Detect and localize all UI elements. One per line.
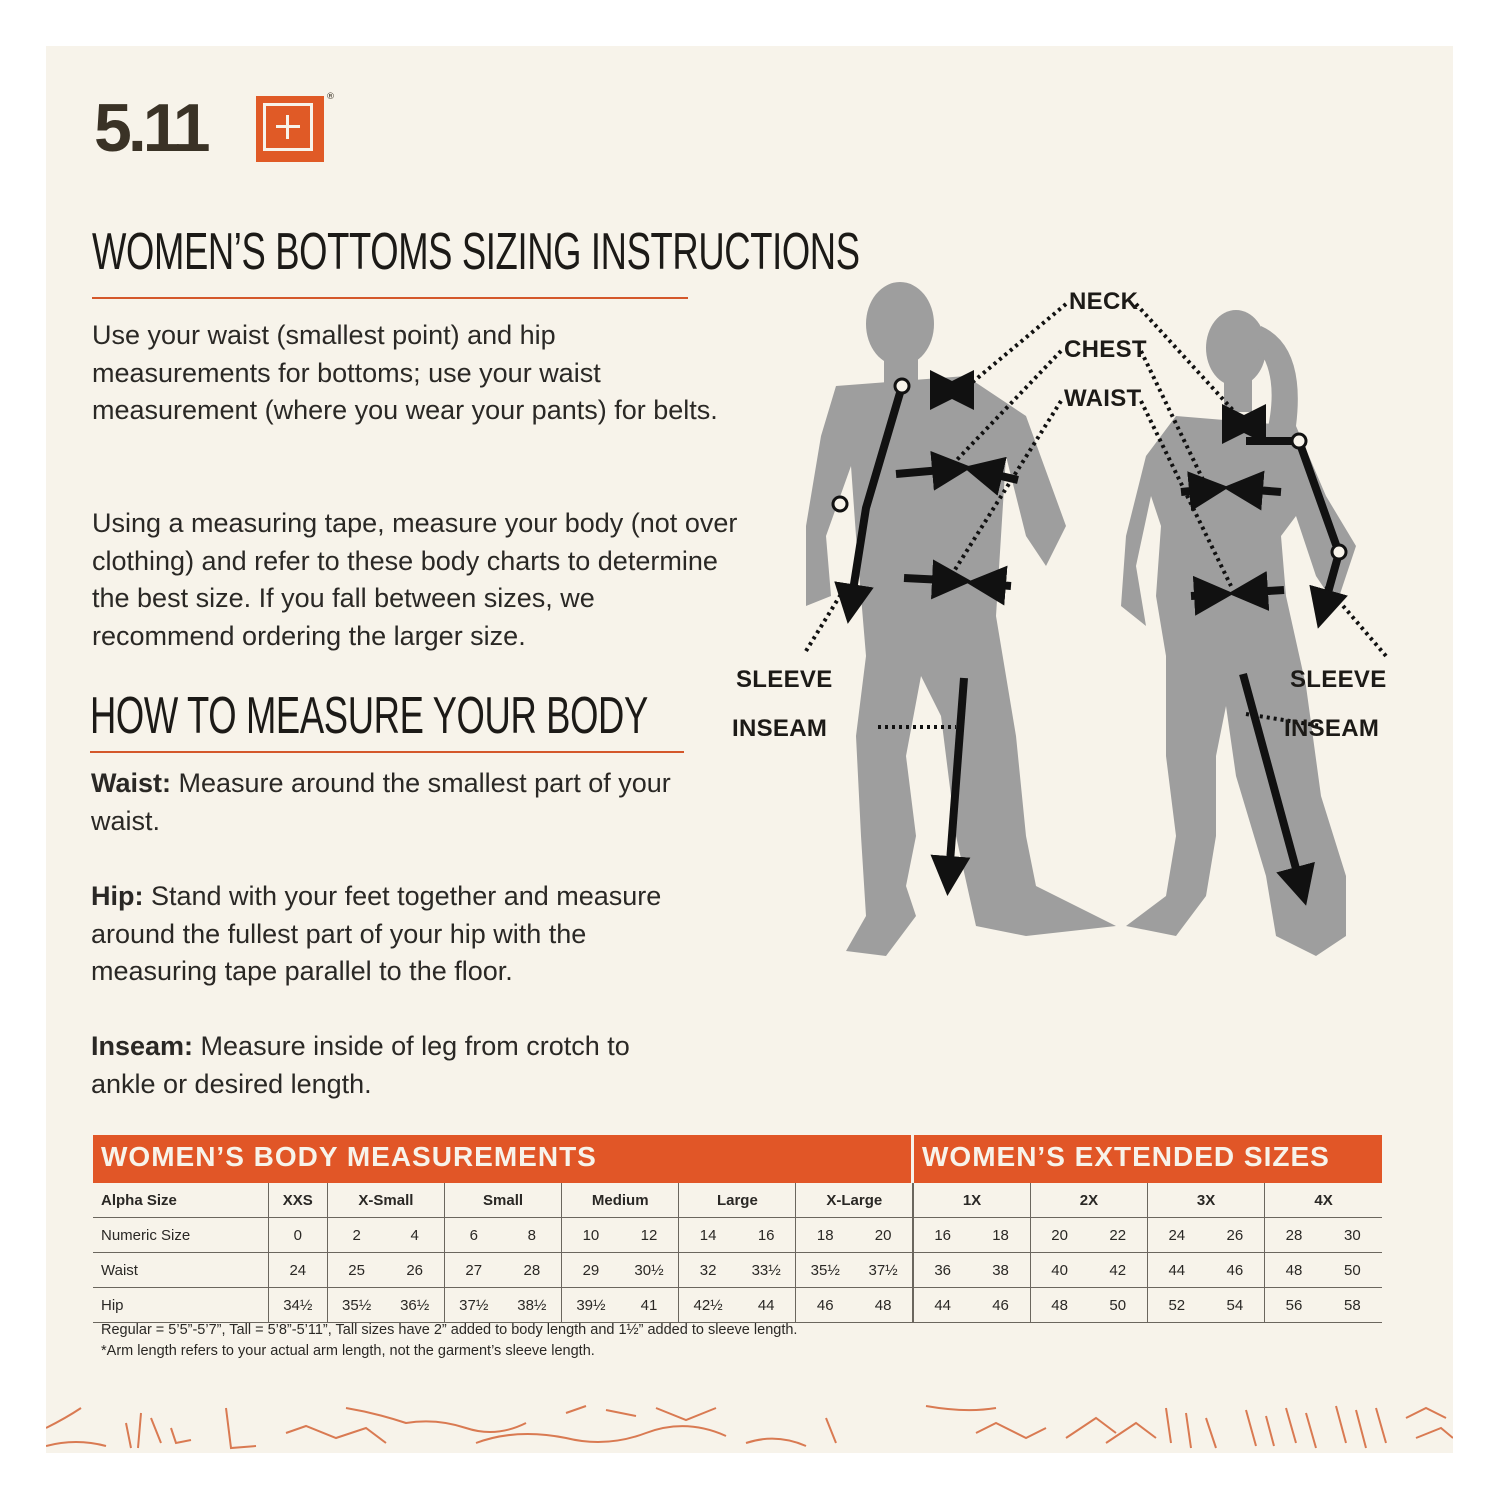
waist-instruction — [91, 765, 671, 840]
alpha-size-cell: X-Small — [327, 1183, 444, 1218]
row-label: Alpha Size — [93, 1183, 268, 1218]
table-cell: 46 — [1206, 1253, 1265, 1288]
table-cell: 35½ — [796, 1253, 854, 1288]
table-cell: 4 — [385, 1218, 444, 1253]
table-cell: 8 — [503, 1218, 562, 1253]
sleeve-label-left: SLEEVE — [736, 666, 833, 693]
extended-sizes-header — [914, 1135, 1382, 1183]
table-cell: 28 — [503, 1253, 562, 1288]
table-cell: 25 — [327, 1253, 385, 1288]
row-label: Hip — [93, 1288, 268, 1323]
sizing-title-rule — [92, 297, 688, 299]
inseam-label-right: INSEAM — [1284, 715, 1380, 742]
table-cell: 32 — [679, 1253, 737, 1288]
table-cell: 38 — [971, 1253, 1030, 1288]
measure-title-rule — [90, 751, 684, 753]
sizing-paragraph-2: Using a measuring tape, measure your body (not over clothing) and refer to these body charts to determine the best size. If you fall between sizes, we recommend ordering the larger size. — [92, 508, 738, 651]
extended-size-cell: 2X — [1030, 1183, 1147, 1218]
table-cell: 34½ — [268, 1288, 327, 1323]
footnote-arm-length: *Arm length refers to your actual arm length, not the garment’s sleeve length. — [101, 1343, 595, 1359]
table-cell: 35½ — [327, 1288, 385, 1323]
table-cell: 37½ — [444, 1288, 502, 1323]
extended-size-cell: 4X — [1265, 1183, 1382, 1218]
table-cell: 44 — [737, 1288, 796, 1323]
chest-label: CHEST — [1064, 336, 1147, 363]
inseam-instruction — [91, 1028, 691, 1103]
alpha-size-cell: XXS — [268, 1183, 327, 1218]
extended-size-cell: 1X — [913, 1183, 1030, 1218]
table-cell: 46 — [796, 1288, 854, 1323]
table-cell: 20 — [1030, 1218, 1088, 1253]
table-cell: 2 — [327, 1218, 385, 1253]
inseam-text: Measure inside of leg from crotch to ankle or desired length. — [91, 1031, 630, 1099]
neck-label: NECK — [1069, 288, 1139, 315]
logo-mark — [256, 96, 324, 162]
waist-label: Waist: — [91, 768, 171, 798]
row-label: Waist — [93, 1253, 268, 1288]
alpha-size-row — [93, 1183, 1382, 1218]
table-cell: 30½ — [620, 1253, 679, 1288]
table-cell: 16 — [737, 1218, 796, 1253]
body-measurement-figure — [706, 236, 1426, 956]
table-cell: 58 — [1323, 1288, 1382, 1323]
logo-text: 5.11 — [94, 90, 207, 166]
table-cell: 10 — [562, 1218, 620, 1253]
alpha-size-cell: Medium — [562, 1183, 679, 1218]
table-row — [93, 1288, 1382, 1323]
table-cell: 42 — [1088, 1253, 1147, 1288]
table-cell: 50 — [1088, 1288, 1147, 1323]
table-cell: 12 — [620, 1218, 679, 1253]
body-measurements-title: WOMEN’S BODY MEASUREMENTS — [101, 1141, 597, 1172]
waist-label-figure: WAIST — [1064, 385, 1142, 412]
inseam-label: Inseam: — [91, 1031, 194, 1061]
size-chart-table — [93, 1183, 1382, 1323]
hip-text: Stand with your feet together and measure around the fullest part of your hip with the measuring tape parallel to the floor. — [91, 881, 662, 986]
waist-text: Measure around the smallest part of your waist. — [91, 768, 671, 836]
table-cell: 22 — [1088, 1218, 1147, 1253]
table-cell: 29 — [562, 1253, 620, 1288]
female-silhouette — [1121, 310, 1356, 956]
table-cell: 36½ — [385, 1288, 444, 1323]
table-cell: 39½ — [562, 1288, 620, 1323]
table-cell: 16 — [913, 1218, 971, 1253]
hip-instruction — [91, 878, 701, 991]
table-cell: 46 — [971, 1288, 1030, 1323]
table-cell: 6 — [444, 1218, 502, 1253]
sizing-title: WOMEN’S BOTTOMS SIZING INSTRUCTIONS — [92, 223, 860, 281]
alpha-size-cell: X-Large — [796, 1183, 913, 1218]
hip-label: Hip: — [91, 881, 144, 911]
table-cell: 44 — [1148, 1253, 1206, 1288]
table-cell: 38½ — [503, 1288, 562, 1323]
sleeve-label-right: SLEEVE — [1290, 666, 1387, 693]
measure-title: HOW TO MEASURE YOUR BODY — [90, 687, 648, 745]
inseam-label-left: INSEAM — [732, 715, 828, 742]
brand-logo — [94, 90, 344, 166]
body-measurements-header — [93, 1135, 911, 1183]
footnote-regular-tall: Regular = 5’5”-5’7”, Tall = 5’8”-5’11”, Tall sizes have 2” added to body length and 1½” added to sleeve length. — [101, 1322, 798, 1338]
table-cell: 14 — [679, 1218, 737, 1253]
table-cell: 18 — [971, 1218, 1030, 1253]
table-cell: 36 — [913, 1253, 971, 1288]
table-cell: 56 — [1265, 1288, 1323, 1323]
table-cell: 37½ — [854, 1253, 913, 1288]
table-cell: 48 — [1265, 1253, 1323, 1288]
table-cell: 18 — [796, 1218, 854, 1253]
table-cell: 44 — [913, 1288, 971, 1323]
male-silhouette — [806, 282, 1116, 956]
table-cell: 0 — [268, 1218, 327, 1253]
alpha-size-cell: Large — [679, 1183, 796, 1218]
table-cell: 30 — [1323, 1218, 1382, 1253]
table-cell: 52 — [1148, 1288, 1206, 1323]
table-row — [93, 1253, 1382, 1288]
table-row — [93, 1218, 1382, 1253]
sizing-paragraph-1: Use your waist (smallest point) and hip measurements for bottoms; use your waist measurement (where you wear your pants) for belts. — [92, 320, 718, 425]
table-cell: 24 — [1148, 1218, 1206, 1253]
table-cell: 48 — [854, 1288, 913, 1323]
table-cell: 27 — [444, 1253, 502, 1288]
extended-sizes-title: WOMEN’S EXTENDED SIZES — [922, 1141, 1330, 1172]
table-cell: 42½ — [679, 1288, 737, 1323]
table-cell: 50 — [1323, 1253, 1382, 1288]
table-cell: 41 — [620, 1288, 679, 1323]
alpha-size-cell: Small — [444, 1183, 561, 1218]
table-cell: 26 — [1206, 1218, 1265, 1253]
table-cell: 33½ — [737, 1253, 796, 1288]
topographic-pattern — [46, 1398, 1453, 1453]
table-cell: 26 — [385, 1253, 444, 1288]
table-cell: 24 — [268, 1253, 327, 1288]
table-cell: 20 — [854, 1218, 913, 1253]
table-cell: 28 — [1265, 1218, 1323, 1253]
table-cell: 48 — [1030, 1288, 1088, 1323]
sizing-card — [46, 46, 1453, 1453]
extended-size-cell: 3X — [1148, 1183, 1265, 1218]
table-cell: 54 — [1206, 1288, 1265, 1323]
registered-mark: ® — [326, 92, 335, 102]
table-cell: 40 — [1030, 1253, 1088, 1288]
row-label: Numeric Size — [93, 1218, 268, 1253]
logo-plus-icon — [263, 103, 313, 151]
